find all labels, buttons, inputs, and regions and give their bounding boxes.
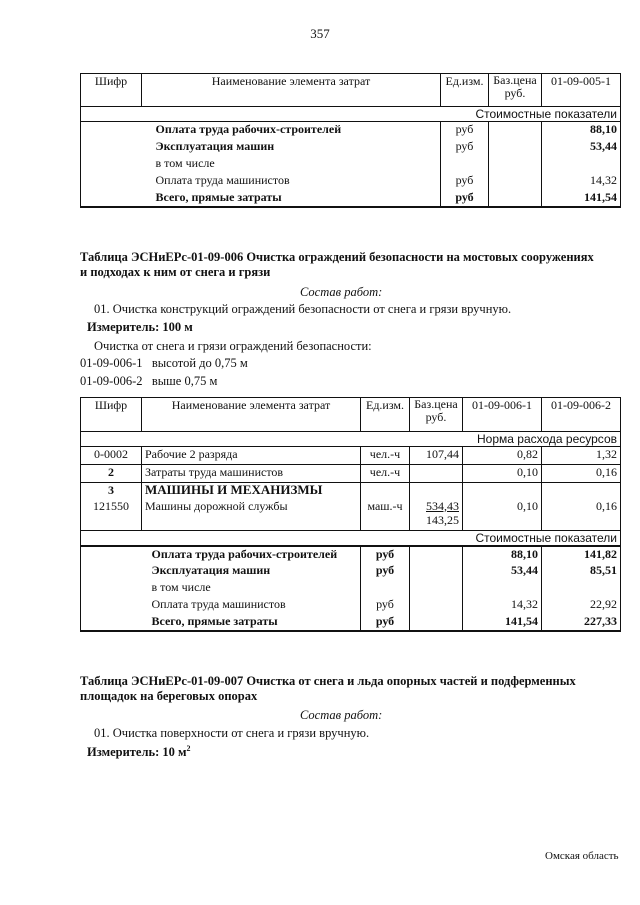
variant-code: 01-09-006-1 <box>80 356 143 370</box>
row-value-1: 0,10 <box>463 465 542 483</box>
row-unit: маш.-ч <box>361 499 410 531</box>
table-row <box>81 546 621 563</box>
group-name: МАШИНЫ И МЕХАНИЗМЫ <box>142 483 361 499</box>
table-row <box>81 597 621 614</box>
table-row <box>81 614 621 631</box>
group-code: 3 <box>81 483 142 499</box>
row-name: Эксплуатация машин <box>155 138 275 153</box>
row-price: 107,44 <box>410 447 463 465</box>
table-header <box>81 398 621 432</box>
header-unit: Ед.изм. <box>441 74 489 107</box>
row-name: Оплата труда рабочих-строителей <box>151 547 338 561</box>
row-value-2: 141,82 <box>542 546 621 563</box>
cost-indicators-label: Стоимостные показатели <box>81 107 621 122</box>
row-code: 0-0002 <box>81 447 142 465</box>
row-name: Затраты труда машинистов <box>142 465 361 483</box>
header-col2: 01-09-006-2 <box>542 398 621 432</box>
table-row <box>81 139 621 156</box>
row-value: 141,54 <box>542 190 621 207</box>
section-label-row <box>81 107 621 122</box>
row-code: 2 <box>81 465 142 483</box>
header-unit: Ед.изм. <box>361 398 410 432</box>
header-price: Баз.цена руб. <box>410 398 463 432</box>
table-row <box>81 122 621 139</box>
title-line: площадок на береговых опорах <box>80 689 258 703</box>
row-value-1: 141,54 <box>463 614 542 631</box>
price-value: 143,25 <box>426 512 459 527</box>
row-value-1: 0,10 <box>463 499 542 531</box>
works-composition-label: Состав работ: <box>300 708 383 722</box>
variant-text: выше 0,75 м <box>151 374 218 388</box>
row-unit: чел.-ч <box>361 447 410 465</box>
row-value-1: 14,32 <box>463 597 542 614</box>
work-item: 01. Очистка конструкций ограждений безопасности от снега и грязи вручную. <box>94 302 512 316</box>
resource-table-01-09-006 <box>80 397 621 632</box>
cost-indicators-label: Стоимостные показатели <box>81 531 621 547</box>
variant-line <box>80 374 217 389</box>
table-row <box>81 563 621 580</box>
header-code: Шифр <box>81 398 142 432</box>
table-row <box>81 156 621 173</box>
header-name: Наименование элемента затрат <box>142 74 441 107</box>
table-header <box>81 74 621 107</box>
section-label-row <box>81 531 621 547</box>
row-name: Оплата труда машинистов <box>155 172 290 187</box>
header-price: Баз.цена руб. <box>489 74 542 107</box>
title-line: Таблица ЭСНиЕРс-01-09-007 Очистка от снега и льда опорных частей и подферменных <box>80 674 576 688</box>
row-name: Оплата труда машинистов <box>151 597 286 611</box>
row-value-1: 0,82 <box>463 447 542 465</box>
row-name: Эксплуатация машин <box>151 563 271 577</box>
group-row <box>81 483 621 499</box>
row-unit: руб <box>441 139 489 156</box>
cost-table-01-09-005 <box>80 73 621 208</box>
row-name: в том числе <box>155 155 215 170</box>
row-name: Рабочие 2 разряда <box>142 447 361 465</box>
row-unit: руб <box>361 546 410 563</box>
meter-label <box>87 744 191 760</box>
row-value-2: 227,33 <box>542 614 621 631</box>
section-label-row <box>81 432 621 447</box>
works-composition-label: Состав работ: <box>300 285 383 299</box>
norm-label: Норма расхода ресурсов <box>81 432 621 447</box>
table-title-01-09-006 <box>80 250 625 280</box>
title-line: и подходах к ним от снега и грязи <box>80 265 271 279</box>
table-row <box>81 499 621 531</box>
row-value-2: 0,16 <box>542 465 621 483</box>
row-unit: руб <box>441 122 489 139</box>
work-item: 01. Очистка поверхности от снега и грязи вручную. <box>94 726 370 740</box>
row-value: 53,44 <box>542 139 621 156</box>
variant-line <box>80 356 248 371</box>
table-row <box>81 190 621 207</box>
row-value: 88,10 <box>542 122 621 139</box>
row-unit: руб <box>361 563 410 580</box>
table-row <box>81 465 621 483</box>
header-name: Наименование элемента затрат <box>142 398 361 432</box>
row-unit: руб <box>361 614 410 631</box>
table-row <box>81 447 621 465</box>
row-value-2: 22,92 <box>542 597 621 614</box>
description: Очистка от снега и грязи ограждений безопасности: <box>94 339 372 353</box>
table-title-01-09-007 <box>80 674 625 704</box>
region-footer: Омская область <box>545 850 619 862</box>
row-name: в том числе <box>151 580 211 594</box>
row-value-2: 0,16 <box>542 499 621 531</box>
page-number: 357 <box>310 26 330 41</box>
variant-code: 01-09-006-2 <box>80 374 143 388</box>
row-name: Всего, прямые затраты <box>142 190 441 207</box>
meter-text: Измеритель: 10 м <box>87 745 187 760</box>
row-unit: руб <box>441 190 489 207</box>
price-value: 534,43 <box>426 498 459 513</box>
row-price <box>410 499 463 531</box>
row-unit: чел.-ч <box>361 465 410 483</box>
row-name: Оплата труда рабочих-строителей <box>155 122 342 136</box>
row-code: 121550 <box>81 499 142 531</box>
variant-text: высотой до 0,75 м <box>151 356 248 370</box>
table-row <box>81 580 621 597</box>
row-unit: руб <box>441 173 489 190</box>
header-col1: 01-09-005-1 <box>542 74 621 107</box>
row-unit: руб <box>361 597 410 614</box>
table-row <box>81 173 621 190</box>
header-col1: 01-09-006-1 <box>463 398 542 432</box>
row-value-1: 53,44 <box>463 563 542 580</box>
header-code: Шифр <box>81 74 142 107</box>
row-value: 14,32 <box>542 173 621 190</box>
row-name: Машины дорожной службы <box>142 499 361 531</box>
row-value-2: 85,51 <box>542 563 621 580</box>
row-value-1: 88,10 <box>463 546 542 563</box>
row-value-2: 1,32 <box>542 447 621 465</box>
row-name: Всего, прямые затраты <box>142 614 361 631</box>
meter-superscript: 2 <box>186 744 191 753</box>
meter-label: Измеритель: 100 м <box>87 320 193 334</box>
title-line: Таблица ЭСНиЕРс-01-09-006 Очистка ограждений безопасности на мостовых сооружениях <box>80 250 594 264</box>
